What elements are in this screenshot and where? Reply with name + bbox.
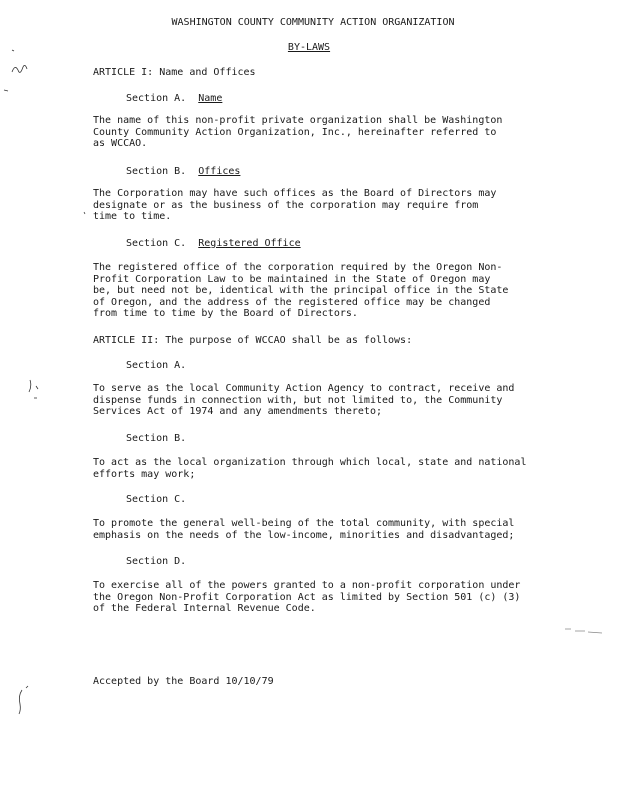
article-1-heading: ARTICLE I: Name and Offices <box>93 67 256 78</box>
organization-title: WASHINGTON COUNTY COMMUNITY ACTION ORGANIZATION <box>171 17 455 28</box>
handwritten-scribble <box>12 65 27 72</box>
section-prefix: Section C. <box>126 238 187 249</box>
section-title: Offices <box>198 166 241 177</box>
section-title: Registered Office <box>198 238 301 249</box>
article-2-section-a-heading: Section A. <box>126 360 187 371</box>
section-prefix: Section A. <box>126 93 187 104</box>
section-title: Name <box>198 93 223 104</box>
article-2-section-c-heading: Section C. <box>126 494 187 505</box>
article-1-section-a-text: The name of this non-profit private organization shall be Washington County Community Action Organization, Inc., hereinafter referred to as WCCAO. <box>93 115 503 149</box>
article-2-section-b-text: To act as the local organization through which local, state and national efforts may work; <box>93 457 527 480</box>
article-1-section-b-text: The Corporation may have such offices as the Board of Directors may designate or as the business of the corporation may require from time to time. <box>93 188 497 222</box>
margin-mark <box>29 380 38 392</box>
article-2-section-d-text: To exercise all of the powers granted to a non-profit corporation under the Oregon Non-Profit Corporation Act as limited by Section 501 (c) (3) of the Federal Internal Revenue Code. <box>93 580 521 614</box>
article-2-section-a-text: To serve as the local Community Action Agency to contract, receive and dispense funds in connection with, but not limited to, the Community Services Act of 1974 and any amendments thereto; <box>93 383 515 417</box>
article-2-section-b-heading: Section B. <box>126 433 187 444</box>
document-title: BY-LAWS <box>287 42 331 53</box>
article-1-section-c-text: The registered office of the corporation required by the Oregon Non- Profit Corporation Law to be maintained in the State of Oregon may be, but need not be, identical with the principal office in the State of Oregon, and the address of the registered office may be changed from time to time by the Board of Directors. <box>93 262 509 319</box>
article-2-heading: ARTICLE II: The purpose of WCCAO shall be as follows: <box>93 335 413 346</box>
article-2-section-d-heading: Section D. <box>126 556 187 567</box>
accepted-note: Accepted by the Board 10/10/79 <box>93 676 274 687</box>
article-2-section-c-text: To promote the general well-being of the total community, with special emphasis on the needs of the low-income, minorities and disadvantaged; <box>93 518 515 541</box>
margin-stroke <box>19 690 22 714</box>
section-prefix: Section B. <box>126 166 187 177</box>
